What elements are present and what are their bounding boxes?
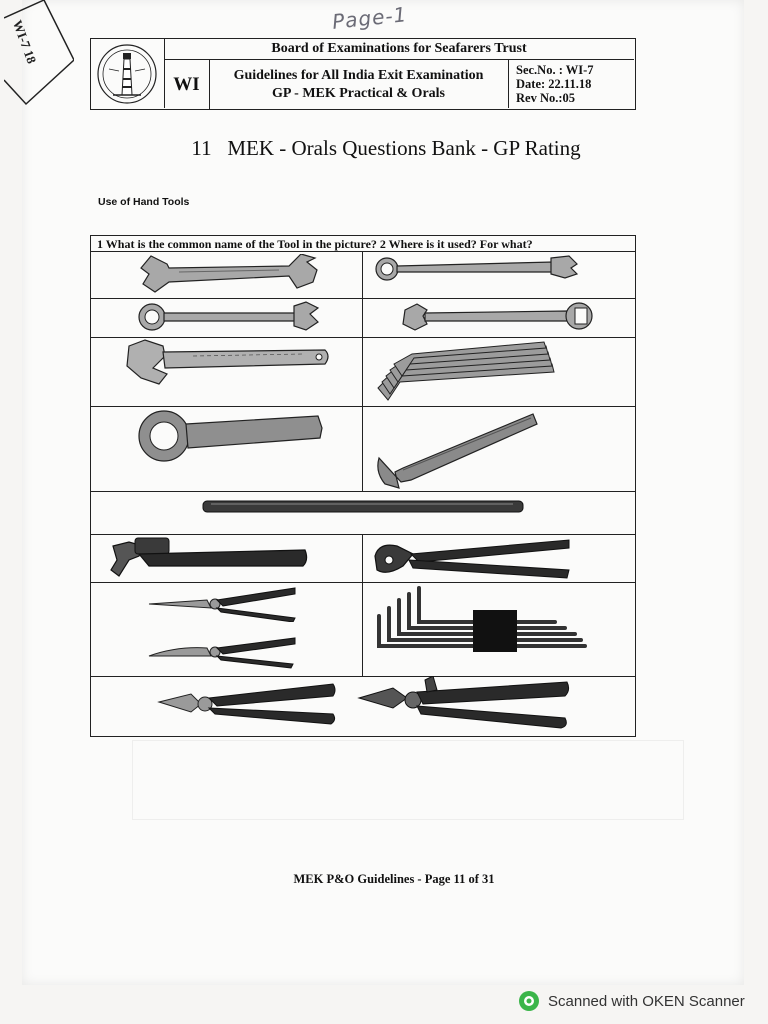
ring-flare-spanner-icon: [401, 300, 596, 334]
combination-ring-spanner-icon: [373, 254, 578, 284]
tommy-bar-icon: [201, 498, 526, 516]
adjustable-wrench-icon: [123, 338, 333, 386]
scanner-watermark: [518, 990, 745, 1012]
issue-date: Date: 22.11.18: [516, 77, 592, 91]
allen-key-set-icon: [375, 586, 595, 656]
document-meta: [509, 59, 634, 108]
pipe-wrench-icon: [109, 536, 309, 580]
section-number: Sec.No. : WI-7: [516, 63, 594, 77]
double-open-end-spanner-icon: [139, 254, 319, 296]
page-footer: MEK P&O Guidelines - Page 11 of 31: [293, 872, 495, 886]
water-pump-pliers-icon: [373, 536, 573, 580]
guideline-line-2: GP - MEK Practical & Orals: [271, 86, 445, 101]
corner-stamp-text: WI-7 18: [9, 18, 40, 66]
tools-table: [90, 235, 636, 737]
pipe-spanner-icon: [373, 410, 538, 490]
slogging-ring-spanner-icon: [136, 410, 326, 464]
document-header: [90, 38, 636, 110]
section-heading: Use of Hand Tools: [98, 196, 190, 208]
combination-pliers-icon: [157, 680, 337, 728]
table-divider: [362, 534, 363, 676]
table-rule: [91, 406, 635, 407]
long-nose-pliers-icon: [147, 634, 297, 670]
corner-stamp: [4, 0, 70, 100]
oken-scanner-logo-icon: [518, 990, 540, 1012]
question-text: 1 What is the common name of the Tool in the picture? 2 Where is it used? For what?: [91, 236, 635, 252]
table-divider: [362, 252, 363, 491]
table-rule: [91, 491, 635, 492]
handwritten-page-note: Page-1: [330, 2, 409, 34]
bleed-through-artifact: [132, 740, 684, 820]
table-rule: [91, 298, 635, 299]
lineman-pliers-icon: [357, 676, 571, 732]
long-nose-pliers-icon: [147, 586, 297, 622]
revision-number: Rev No.:05: [516, 91, 576, 105]
guideline-line-1: Guidelines for All India Exit Examination: [233, 68, 484, 83]
lighthouse-logo-icon: [91, 39, 165, 108]
table-rule: [91, 582, 635, 583]
ring-open-spanner-icon: [136, 300, 321, 334]
scanner-watermark-text: Scanned with OKEN Scanner: [548, 992, 745, 1010]
spanner-set-icon: [376, 340, 556, 404]
table-rule: [91, 534, 635, 535]
page-title: 11 MEK - Orals Questions Bank - GP Rating: [191, 136, 581, 160]
board-name: Board of Examinations for Seafarers Trust: [271, 41, 527, 56]
document-code: WI: [164, 59, 210, 109]
guideline-title: [209, 59, 509, 108]
